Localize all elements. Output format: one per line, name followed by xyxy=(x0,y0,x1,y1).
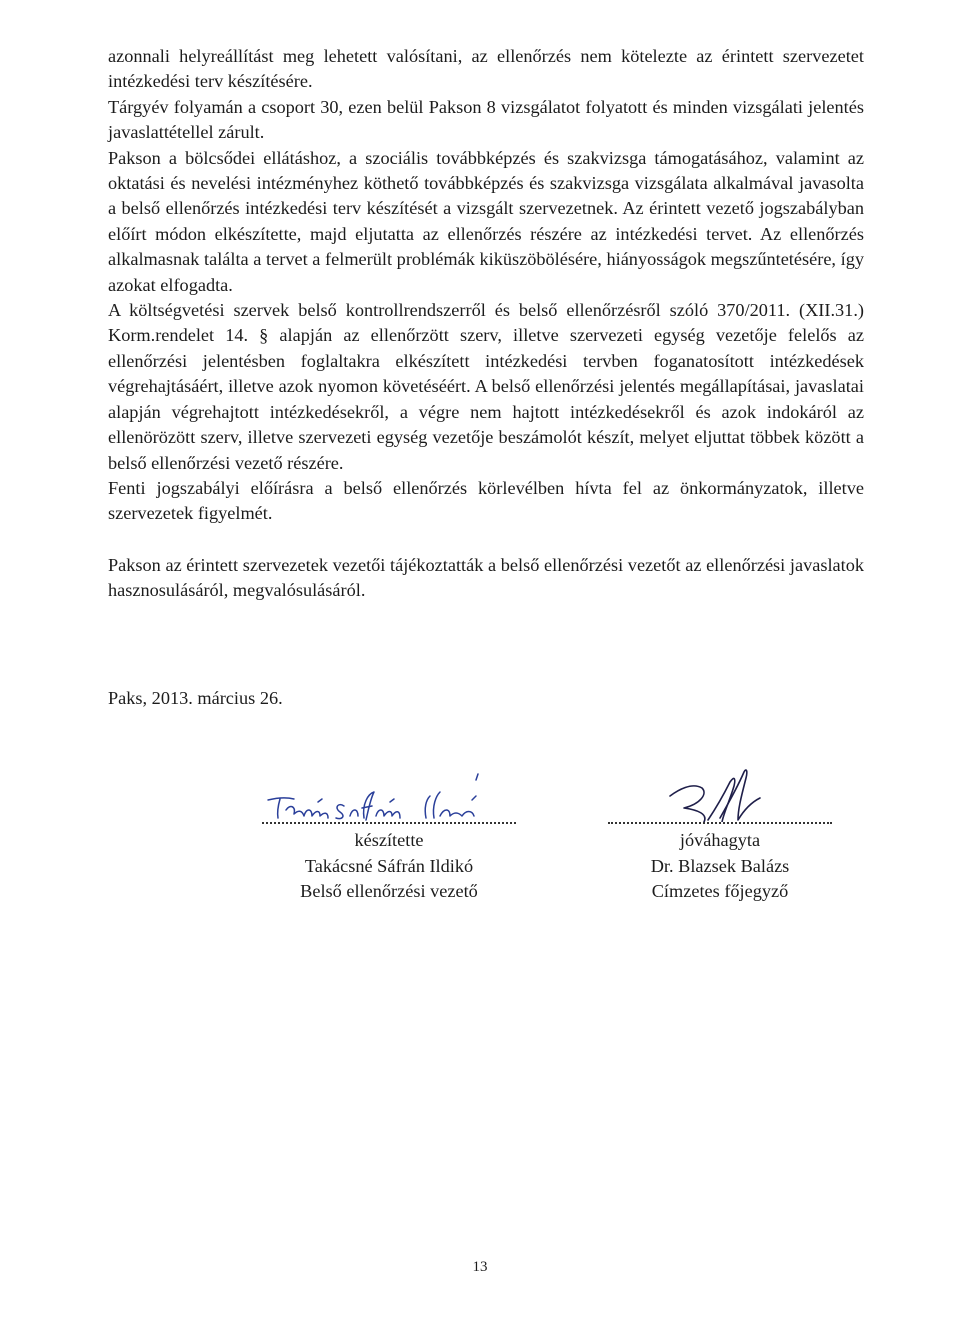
date-line: Paks, 2013. március 26. xyxy=(108,688,283,708)
signature-block-right xyxy=(604,760,836,905)
handwritten-signature-right xyxy=(604,760,836,822)
signature-role-label-left: készítette xyxy=(354,830,424,850)
body-text xyxy=(108,44,864,604)
paragraph: Pakson a bölcsődei ellátáshoz, a szociális továbbképzés és szakvizsga támogatásához, valamint az oktatási és nevelési intézményhez köthető továbbképzés és szakvizsga vizsgálata alkalmával javasolta a belső ellenőrzés intézkedési terv készítését a vizsgált szervezetnek. Az érintett vezető jogszabályban előírt módon elkészítette, majd eljutatta az ellenőrzés részére az intézkedési tervet. Az ellenőrzés alkalmasnak találta a tervet a felmerült problémák kiküszöbölésére, hiányosságok megszűntetésére, így azokat elfogadta. xyxy=(108,147,864,295)
signature-block-left xyxy=(258,760,520,905)
signatory-title-right: Címzetes főjegyző xyxy=(651,881,789,901)
signatory-title-left: Belső ellenőrzési vezető xyxy=(300,881,478,901)
signature-scribble-left xyxy=(258,760,520,822)
paragraph: Pakson az érintett szervezetek vezetői tájékoztatták a belső ellenőrzési vezetőt az ellenőrzési javaslatok hasznosulásáról, megvalósulásáról. xyxy=(108,554,864,601)
paragraph: Tárgyév folyamán a csoport 30, ezen belül Pakson 8 vizsgálatot folyatott és minden vizsgálati jelentés javaslattétellel zárult. xyxy=(108,96,864,143)
signature-scribble-right xyxy=(604,760,836,822)
page-number: 13 xyxy=(472,1259,488,1275)
paragraph: A költségvetési szervek belső kontrollrendszerről és belső ellenőrzésről szóló 370/2011. (XII.31.) Korm.rendelet 14. § alapján az ellenőrzött szerv, illetve szervezeti egység vezetője felelős az ellenőrzési jelentésben foglaltakra elkészített intézkedési tervben foganatosított intézkedések végrehajtásáért, illetve azok nyomon követéséért. A belső ellenőrzési jelentés megállapításai, javaslatai alapján végrehajtott intézkedésekről, a végre nem hajtott intézkedésekről és azok indokáról az ellenörözött szerv, illetve szervezeti egység vezetője beszámolót készít, melyet eljuttat többek között a belső ellenőrzési vezető részére. xyxy=(108,300,864,473)
spacer xyxy=(108,527,864,553)
signatory-name-right: Dr. Blazsek Balázs xyxy=(650,855,790,876)
handwritten-signature-left xyxy=(258,760,520,822)
paragraph: Fenti jogszabályi előírásra a belső ellenőrzés körlevélben hívta fel az önkormányzatok, illetve szervezetek figyelmét. xyxy=(108,477,864,524)
signature-line-right xyxy=(608,822,832,824)
paragraph: azonnali helyreállítást meg lehetett valósítani, az ellenőrzés nem kötelezte az érintett szervezetet intézkedési terv készítésére. xyxy=(108,46,864,92)
signature-role-label-right: jóváhagyta xyxy=(679,830,761,850)
signatory-name-left: Takácsné Sáfrán Ildikó xyxy=(304,855,474,876)
signature-line-left xyxy=(262,822,516,824)
